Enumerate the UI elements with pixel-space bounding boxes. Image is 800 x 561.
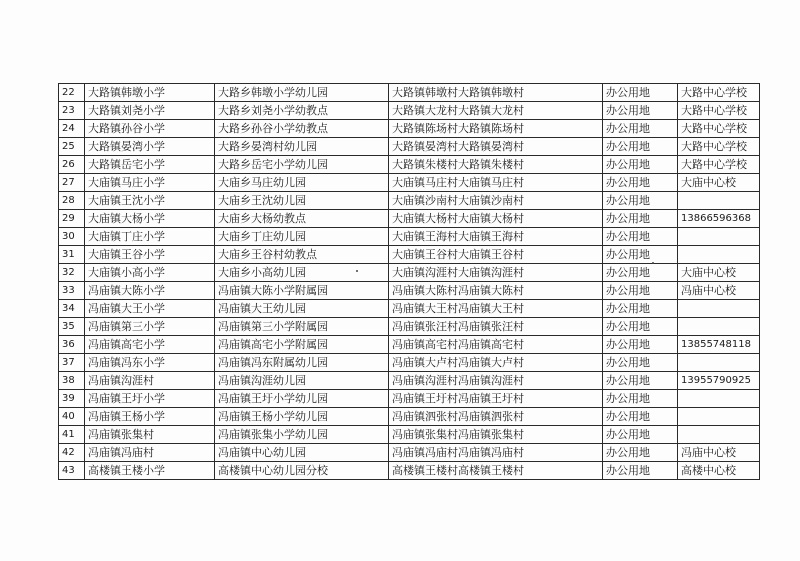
school-name: 冯庙镇第三小学 (85, 318, 215, 336)
land-use: 办公用地 (603, 300, 678, 318)
row-number: 35 (59, 318, 85, 336)
address: 大庙镇大杨村大庙镇大杨村 (389, 210, 603, 228)
table-row (59, 372, 760, 390)
row-number: 32 (59, 264, 85, 282)
contact: 高楼中心校 (678, 462, 760, 480)
kindergarten-name: 冯庙镇王杨小学幼儿园 (215, 408, 389, 426)
contact (678, 300, 760, 318)
school-name: 大庙镇小高小学 (85, 264, 215, 282)
contact: 13866596368 (678, 210, 760, 228)
kindergarten-name: 大庙乡丁庄幼儿园 (215, 228, 389, 246)
school-name: 大路镇晏湾小学 (85, 138, 215, 156)
school-name: 大路镇孙谷小学 (85, 120, 215, 138)
school-name: 大庙镇马庄小学 (85, 174, 215, 192)
school-name: 大庙镇王谷小学 (85, 246, 215, 264)
contact: 大路中心学校 (678, 138, 760, 156)
kindergarten-name: 大路乡孙谷小学幼教点 (215, 120, 389, 138)
contact: 冯庙中心校 (678, 444, 760, 462)
contact: 大庙中心校 (678, 174, 760, 192)
table-row (59, 390, 760, 408)
table-row (59, 228, 760, 246)
table-row (59, 354, 760, 372)
kindergarten-name: 冯庙镇大陈小学附属园 (215, 282, 389, 300)
address: 冯庙镇沟涯村冯庙镇沟涯村 (389, 372, 603, 390)
land-use: 办公用地 (603, 426, 678, 444)
address: 冯庙镇泗张村冯庙镇泗张村 (389, 408, 603, 426)
table-row (59, 426, 760, 444)
contact (678, 390, 760, 408)
kindergarten-name: 大庙乡马庄幼儿园 (215, 174, 389, 192)
address: 冯庙镇大陈村冯庙镇大陈村 (389, 282, 603, 300)
kindergarten-name: 冯庙镇张集小学幼儿园 (215, 426, 389, 444)
kindergarten-name: 冯庙镇冯东附属幼儿园 (215, 354, 389, 372)
row-number: 29 (59, 210, 85, 228)
address: 冯庙镇冯庙村冯庙镇冯庙村 (389, 444, 603, 462)
table-row (59, 246, 760, 264)
kindergarten-name: 大路乡晏湾村幼儿园 (215, 138, 389, 156)
contact: 大路中心学校 (678, 120, 760, 138)
land-use: 办公用地 (603, 120, 678, 138)
scan-speck (356, 270, 358, 272)
contact (678, 426, 760, 444)
land-use: 办公用地 (603, 192, 678, 210)
row-number: 27 (59, 174, 85, 192)
table-row (59, 408, 760, 426)
school-table (58, 83, 760, 480)
land-use: 办公用地 (603, 408, 678, 426)
school-name: 大路镇韩墩小学 (85, 84, 215, 102)
address: 大庙镇王海村大庙镇王海村 (389, 228, 603, 246)
scan-speck (652, 262, 654, 264)
contact: 大路中心学校 (678, 102, 760, 120)
land-use: 办公用地 (603, 354, 678, 372)
land-use: 办公用地 (603, 372, 678, 390)
kindergarten-name: 冯庙镇高宅小学附属园 (215, 336, 389, 354)
address: 大路镇大龙村大路镇大龙村 (389, 102, 603, 120)
contact (678, 192, 760, 210)
school-table-body (59, 84, 760, 480)
kindergarten-name: 大路乡刘尧小学幼教点 (215, 102, 389, 120)
row-number: 25 (59, 138, 85, 156)
contact (678, 408, 760, 426)
address: 大路镇晏湾村大路镇晏湾村 (389, 138, 603, 156)
row-number: 42 (59, 444, 85, 462)
address: 高楼镇王楼村高楼镇王楼村 (389, 462, 603, 480)
kindergarten-name: 大路乡岳宅小学幼儿园 (215, 156, 389, 174)
table-row (59, 84, 760, 102)
row-number: 33 (59, 282, 85, 300)
school-name: 冯庙镇大王小学 (85, 300, 215, 318)
address: 冯庙镇张汪村冯庙镇张汪村 (389, 318, 603, 336)
contact (678, 246, 760, 264)
land-use: 办公用地 (603, 84, 678, 102)
table-row (59, 336, 760, 354)
contact (678, 318, 760, 336)
land-use: 办公用地 (603, 228, 678, 246)
table-row (59, 318, 760, 336)
row-number: 39 (59, 390, 85, 408)
table-row (59, 120, 760, 138)
address: 大庙镇王谷村大庙镇王谷村 (389, 246, 603, 264)
table-row (59, 156, 760, 174)
address: 大庙镇沟涯村大庙镇沟涯村 (389, 264, 603, 282)
kindergarten-name: 大路乡韩墩小学幼儿园 (215, 84, 389, 102)
table-row (59, 444, 760, 462)
contact: 大路中心学校 (678, 84, 760, 102)
table-row (59, 462, 760, 480)
kindergarten-name: 大庙乡大杨幼教点 (215, 210, 389, 228)
school-name: 冯庙镇王杨小学 (85, 408, 215, 426)
school-name: 大庙镇大杨小学 (85, 210, 215, 228)
contact: 大路中心学校 (678, 156, 760, 174)
kindergarten-name: 冯庙镇沟涯幼儿园 (215, 372, 389, 390)
kindergarten-name: 冯庙镇大王幼儿园 (215, 300, 389, 318)
table-row (59, 264, 760, 282)
school-name: 大路镇刘尧小学 (85, 102, 215, 120)
contact: 大庙中心校 (678, 264, 760, 282)
land-use: 办公用地 (603, 138, 678, 156)
school-name: 大庙镇丁庄小学 (85, 228, 215, 246)
table-row (59, 300, 760, 318)
address: 大路镇韩墩村大路镇韩墩村 (389, 84, 603, 102)
table-row (59, 210, 760, 228)
land-use: 办公用地 (603, 318, 678, 336)
land-use: 办公用地 (603, 282, 678, 300)
row-number: 30 (59, 228, 85, 246)
land-use: 办公用地 (603, 174, 678, 192)
table-row (59, 282, 760, 300)
address: 大路镇陈场村大路镇陈场村 (389, 120, 603, 138)
kindergarten-name: 冯庙镇中心幼儿园 (215, 444, 389, 462)
land-use: 办公用地 (603, 264, 678, 282)
table-row (59, 102, 760, 120)
school-name: 大路镇岳宅小学 (85, 156, 215, 174)
kindergarten-name: 高楼镇中心幼儿园分校 (215, 462, 389, 480)
land-use: 办公用地 (603, 210, 678, 228)
address: 冯庙镇大卢村冯庙镇大卢村 (389, 354, 603, 372)
row-number: 36 (59, 336, 85, 354)
school-name: 高楼镇王楼小学 (85, 462, 215, 480)
land-use: 办公用地 (603, 102, 678, 120)
row-number: 38 (59, 372, 85, 390)
row-number: 40 (59, 408, 85, 426)
address: 大路镇朱楼村大路镇朱楼村 (389, 156, 603, 174)
land-use: 办公用地 (603, 462, 678, 480)
school-name: 冯庙镇高宅小学 (85, 336, 215, 354)
row-number: 34 (59, 300, 85, 318)
row-number: 43 (59, 462, 85, 480)
address: 大庙镇沙南村大庙镇沙南村 (389, 192, 603, 210)
kindergarten-name: 大庙乡王沈幼儿园 (215, 192, 389, 210)
school-name: 冯庙镇沟涯村 (85, 372, 215, 390)
row-number: 41 (59, 426, 85, 444)
contact (678, 354, 760, 372)
land-use: 办公用地 (603, 336, 678, 354)
land-use: 办公用地 (603, 246, 678, 264)
row-number: 24 (59, 120, 85, 138)
address: 冯庙镇张集村冯庙镇张集村 (389, 426, 603, 444)
school-name: 冯庙镇冯东小学 (85, 354, 215, 372)
land-use: 办公用地 (603, 390, 678, 408)
school-name: 冯庙镇王圩小学 (85, 390, 215, 408)
address: 冯庙镇高宅村冯庙镇高宅村 (389, 336, 603, 354)
contact: 13955790925 (678, 372, 760, 390)
row-number: 31 (59, 246, 85, 264)
contact (678, 228, 760, 246)
land-use: 办公用地 (603, 156, 678, 174)
kindergarten-name: 大庙乡小高幼儿园 (215, 264, 389, 282)
school-name: 大庙镇王沈小学 (85, 192, 215, 210)
row-number: 26 (59, 156, 85, 174)
table-row (59, 174, 760, 192)
school-name: 冯庙镇冯庙村 (85, 444, 215, 462)
table-row (59, 192, 760, 210)
row-number: 23 (59, 102, 85, 120)
kindergarten-name: 冯庙镇第三小学附属园 (215, 318, 389, 336)
table-row (59, 138, 760, 156)
contact: 冯庙中心校 (678, 282, 760, 300)
kindergarten-name: 大庙乡王谷村幼教点 (215, 246, 389, 264)
row-number: 28 (59, 192, 85, 210)
row-number: 37 (59, 354, 85, 372)
kindergarten-name: 冯庙镇王圩小学幼儿园 (215, 390, 389, 408)
address: 冯庙镇王圩村冯庙镇王圩村 (389, 390, 603, 408)
school-name: 冯庙镇张集村 (85, 426, 215, 444)
contact: 13855748118 (678, 336, 760, 354)
land-use: 办公用地 (603, 444, 678, 462)
address: 大庙镇马庄村大庙镇马庄村 (389, 174, 603, 192)
address: 冯庙镇大王村冯庙镇大王村 (389, 300, 603, 318)
row-number: 22 (59, 84, 85, 102)
school-name: 冯庙镇大陈小学 (85, 282, 215, 300)
